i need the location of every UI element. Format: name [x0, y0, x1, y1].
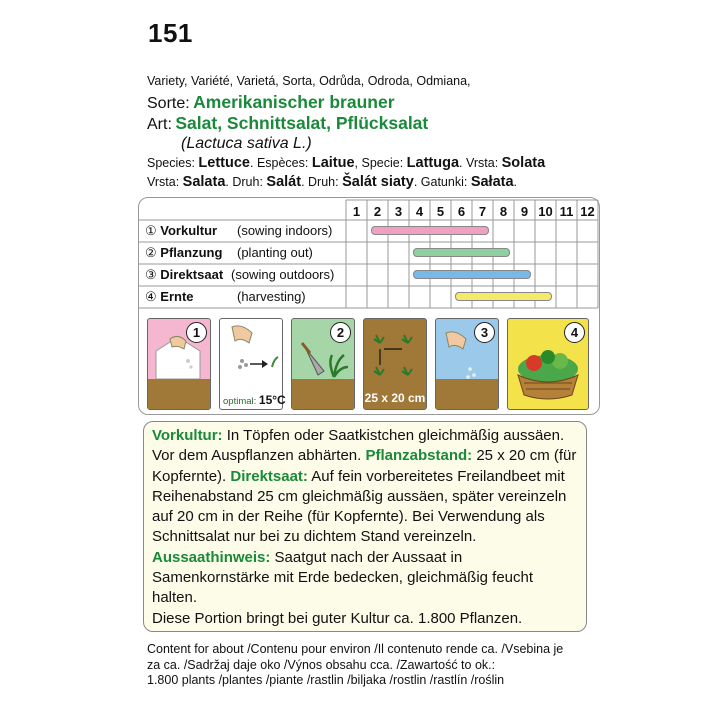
month-label: 12	[580, 204, 595, 219]
illustration-planting-out	[291, 318, 355, 410]
instruction-text: 25 x 20 cm (für Kopfernte).	[152, 447, 577, 485]
art-label: Art:	[147, 116, 172, 133]
row-title: Vorkultur	[160, 223, 218, 238]
calendar-row-label	[145, 223, 333, 239]
species-value: Šalát siaty	[342, 174, 414, 190]
illustration-sowing-outdoors	[435, 318, 499, 410]
species-label: . Vrsta:	[459, 156, 502, 170]
row-number: ④	[145, 289, 157, 304]
instruction-text: Auf fein vorbereitetes Freilandbeet mit Reihenabstand 25 cm gleichmäßig aussäen, später vereinzeln auf 20 cm in der Reihe (für Kopfernte). Bei Verwendung als Schnittsalat nur bei zu dichtem Stand vereinzeln.	[152, 467, 567, 546]
row-number: ②	[145, 245, 157, 260]
sorte-line	[147, 92, 395, 113]
spacing-label: 25 x 20 cm	[364, 391, 426, 405]
instruction-heading: Aussaathinweis:	[152, 548, 271, 566]
illustration-sowing-indoors	[147, 318, 211, 410]
optimal-temperature: 15°C	[258, 393, 286, 407]
month-label: 5	[436, 204, 445, 219]
month-label: 1	[352, 204, 361, 219]
content-footer	[147, 642, 567, 689]
calendar-row-label	[145, 289, 306, 305]
calendar-bar	[371, 226, 489, 235]
species-label: . Gatunki:	[413, 175, 471, 189]
month-label: 3	[394, 204, 403, 219]
instruction-heading: Vorkultur:	[152, 427, 223, 444]
species-value: Lattuga	[406, 155, 460, 171]
calendar-row-label	[145, 267, 335, 283]
sowing-calendar-panel	[138, 197, 600, 415]
species-label: , Specie:	[354, 156, 407, 170]
month-label: 7	[478, 204, 487, 219]
soil-strip	[292, 379, 354, 409]
step-badge: 2	[330, 322, 351, 343]
step-badge: 4	[564, 322, 585, 343]
row-translation: (harvesting)	[237, 289, 306, 304]
row-translation: (sowing outdoors)	[231, 267, 335, 282]
species-label: Species:	[147, 156, 199, 170]
month-label: 2	[373, 204, 382, 219]
species-value: Sałata	[470, 174, 514, 190]
instruction-text: Diese Portion bringt bei guter Kultur ca. 1.800 Pflanzen.	[152, 609, 523, 627]
species-value: Solata	[501, 155, 546, 171]
footer-line: Content for about /Contenu pour environ /Il contenuto rende ca. /Vsebina je	[147, 642, 564, 656]
calendar-row-label	[145, 245, 313, 261]
calendar-bar	[413, 248, 510, 257]
species-label: Vrsta:	[147, 175, 183, 189]
row-translation: (sowing indoors)	[237, 223, 333, 238]
row-translation: (planting out)	[237, 245, 313, 260]
art-value: Salat, Schnittsalat, Pflücksalat	[175, 113, 429, 133]
species-value: Lettuce	[198, 155, 250, 171]
footer-line: 1.800 plants /plantes /piante /rastlin /biljaka /rostlin /rastlín /roślin	[147, 673, 505, 687]
product-code: 151	[148, 18, 193, 48]
illustration-harvest	[507, 318, 589, 410]
instruction-heading: Pflanzabstand:	[365, 447, 473, 465]
soil-strip	[148, 379, 210, 409]
species-label: . Espèces:	[250, 156, 312, 170]
species-line	[147, 155, 545, 171]
species-label: . Druh:	[225, 175, 267, 189]
art-line	[147, 113, 428, 134]
row-title: Ernte	[160, 289, 194, 304]
month-label: 11	[559, 204, 574, 219]
row-number: ①	[145, 223, 157, 238]
row-title: Direktsaat	[160, 267, 224, 282]
soil-strip	[436, 379, 498, 409]
month-label: 8	[499, 204, 508, 219]
sorte-value: Amerikanischer brauner	[193, 92, 395, 112]
month-label: 9	[520, 204, 529, 219]
instructions-box	[143, 421, 587, 632]
instruction-heading: Direktsaat:	[230, 467, 308, 485]
vrsta-line	[147, 174, 517, 190]
optimal-label: optimal:	[223, 396, 257, 407]
latin-name: (Lactuca sativa L.)	[181, 135, 312, 152]
species-label: . Druh:	[301, 175, 343, 189]
variety-line: Variety, Variété, Varietá, Sorta, Odrůda, Odroda, Odmiana,	[147, 74, 471, 88]
species-value: Salata	[182, 174, 226, 190]
row-number: ③	[145, 267, 157, 282]
step-badge: 1	[186, 322, 207, 343]
month-label: 6	[457, 204, 466, 219]
species-value: Laitue	[311, 155, 355, 171]
row-title: Pflanzung	[160, 245, 223, 260]
species-value: Salát	[266, 174, 302, 190]
species-label: .	[513, 175, 518, 189]
month-label: 10	[538, 204, 553, 219]
sorte-label: Sorte:	[147, 95, 190, 112]
instruction-text: Saatgut nach der Aussaat in Samenkornstärke mit Erde bedecken, gleichmäßig feucht halten.	[152, 548, 534, 607]
instruction-text: In Töpfen oder Saatkistchen gleichmäßig aussäen. Vor dem Auspflanzen abhärten.	[152, 427, 565, 465]
calendar-bar	[455, 292, 552, 301]
step-badge: 3	[474, 322, 495, 343]
month-label: 4	[415, 204, 424, 219]
illustration-germination	[219, 318, 286, 410]
illustration-spacing	[363, 318, 427, 410]
calendar-bar	[413, 270, 531, 279]
footer-line: za ca. /Sadržaj daje oko /Výnos obsahu cca. /Zawartość to ok.:	[147, 657, 496, 672]
